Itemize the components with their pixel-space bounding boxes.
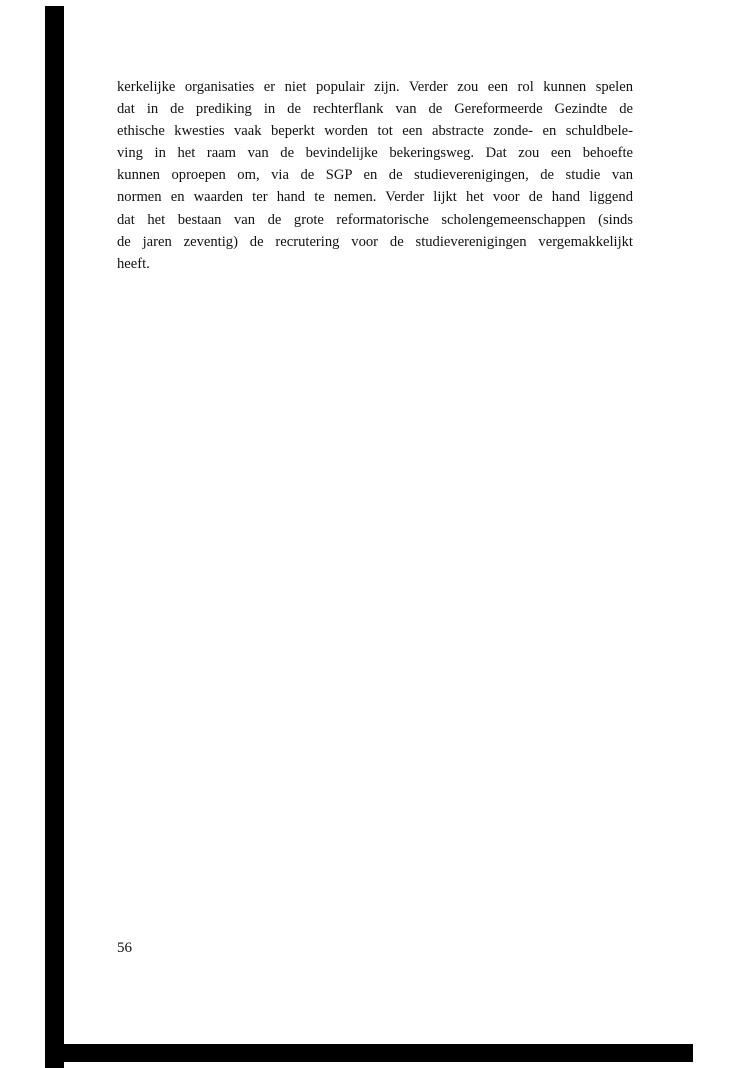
paragraph-line-7: dat het bestaan van de grote reformatorische scholengemeenschappen (sinds — [117, 211, 633, 228]
paragraph-line-1: kerkelijke organisaties er niet populair zijn. Verder zou een rol kunnen spelen — [117, 79, 633, 95]
paragraph-line-3: ethische kwesties vaak beperkt worden tot een abstracte zonde- en schuldbele- — [117, 123, 633, 140]
paragraph-line-6: normen en waarden ter hand te nemen. Verder lijkt het voor de hand liggend — [117, 189, 633, 206]
paragraph-line-9: heeft. — [117, 255, 150, 272]
page-number: 56 — [117, 940, 132, 956]
scan-edge-left — [45, 6, 64, 1068]
paragraph-line-5: kunnen oproepen om, via de SGP en de studieverenigingen, de studie van — [117, 167, 633, 184]
paragraph-line-2: dat in de prediking in de rechterflank van de Gereformeerde Gezindte de — [117, 101, 633, 118]
body-paragraph — [117, 76, 633, 275]
paragraph-line-4: ving in het raam van de bevindelijke bekeringsweg. Dat zou een behoefte — [117, 145, 633, 162]
paragraph-line-8: de jaren zeventig) de recrutering voor de studieverenigingen vergemakkelijkt — [117, 233, 633, 250]
scan-edge-bottom — [45, 1044, 693, 1062]
page-content — [117, 76, 633, 275]
